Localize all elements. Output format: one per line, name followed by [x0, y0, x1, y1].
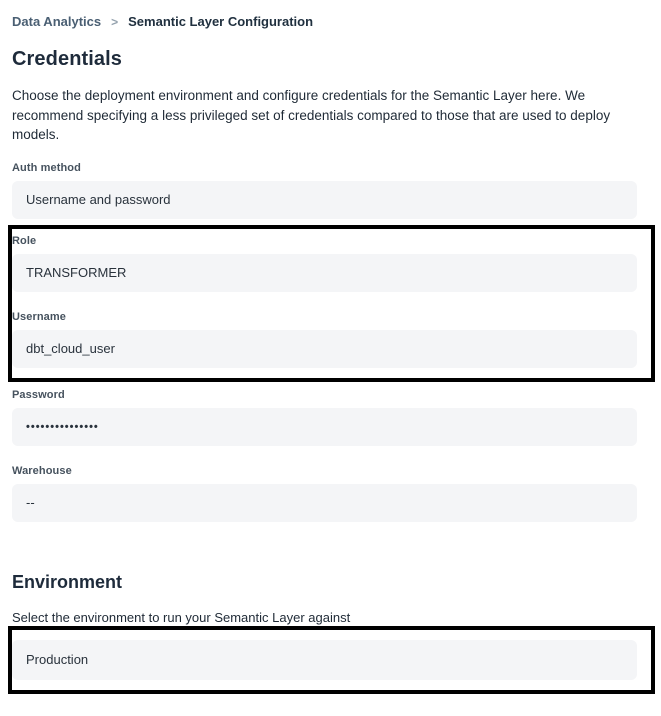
username-input[interactable]: dbt_cloud_user — [12, 330, 637, 368]
role-label: Role — [12, 234, 37, 247]
auth-method-field-group — [12, 162, 637, 219]
role-input[interactable]: TRANSFORMER — [12, 254, 637, 292]
environment-field-group — [12, 640, 637, 680]
credentials-section-title: Credentials — [12, 48, 123, 70]
environment-input[interactable]: Production — [12, 640, 637, 680]
role-field-group — [12, 235, 637, 292]
environment-section-title: Environment — [12, 571, 123, 592]
chevron-right-icon: > — [111, 14, 119, 29]
credentials-description: Choose the deployment environment and configure credentials for the Semantic Layer here. We recommend specifying a less privileged set of credentials compared to those that are used to deploy models. — [12, 88, 611, 142]
warehouse-field-group — [12, 465, 637, 522]
warehouse-input[interactable]: -- — [12, 484, 637, 522]
breadcrumb-item-data-analytics[interactable]: Data Analytics — [12, 14, 102, 29]
warehouse-label: Warehouse — [12, 464, 72, 477]
annotation-box-environment — [8, 626, 655, 694]
environment-description: Select the environment to run your Semantic Layer against — [12, 609, 351, 625]
auth-method-label: Auth method — [12, 161, 81, 174]
breadcrumb-item-current: Semantic Layer Configuration — [128, 14, 314, 29]
username-label: Username — [12, 310, 66, 323]
annotation-box-role-username — [8, 225, 655, 382]
password-label: Password — [12, 388, 65, 401]
password-input[interactable]: ••••••••••••••• — [12, 408, 637, 446]
username-field-group — [12, 311, 637, 368]
password-field-group — [12, 389, 637, 446]
breadcrumb — [12, 14, 637, 29]
auth-method-input[interactable]: Username and password — [12, 181, 637, 219]
